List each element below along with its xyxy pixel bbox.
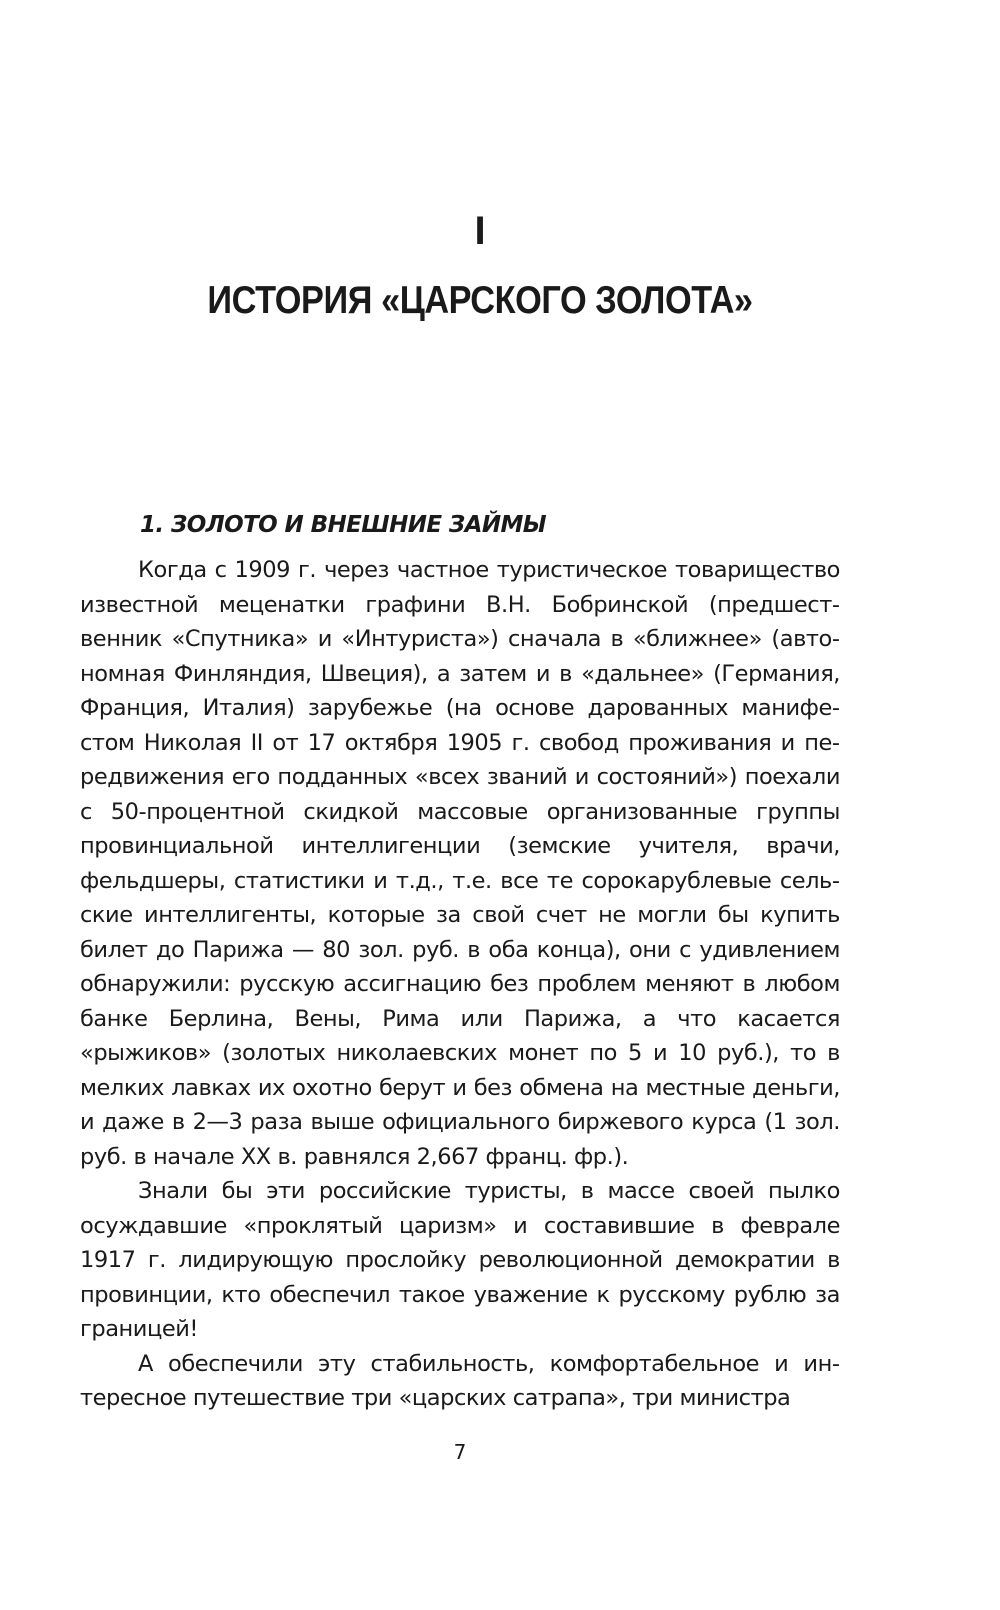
page-number: 7 [453,1440,467,1464]
paragraph: Когда с 1909 г. через частное туристическое товарищество известной меценатки графини В.Н. Бобринской (предшественник «Спутника» и «Интуриста») сначала в «ближнее» (автономная Финляндия, Швеция), а затем и в «дальнее» (Германия, Франция, Италия) зарубежье (на основе дарованных манифестом Николая II от 17 октября 1905 г. свобод проживания и передвижения его подданных «всех званий и состояний») поехали с 50-процентной скидкой массовые организованные группы провинциальной интеллигенции (земские учителя, врачи, фельдшеры, статистики и т.д., т.е. все те сорокарублевые сельские интеллигенты, которые за свой счет не могли бы купить билет до Парижа — 80 зол. руб. в оба конца), они с удивлением обнаружили: русскую ассигнацию без проблем меняют в любом банке Берлина, Вены, Рима или Парижа, а что касается «рыжиков» (золотых николаевских монет по 5 и 10 руб.), то в мелких лавках их охотно берут и без обмена на местные деньги, и даже в 2—3 раза выше официального биржевого курса (1 зол. руб. в начале XX в. равнялся 2,667 франц. фр.). [80,557,840,1170]
paragraph: Знали бы эти российские туристы, в массе своей пылко осуждавшие «проклятый царизм» и составившие в феврале 1917 г. лидирующую прослойку революционной демократии в провинции, кто обеспечил такое уважение к русскому рублю за границей! [80,1178,840,1342]
part-numeral: I [474,209,486,253]
paragraph: А обеспечили эту стабильность, комфортабельное и интересное путешествие три «царских сатрапа», три министра [80,1350,840,1411]
section-heading: 1. ЗОЛОТО И ВНЕШНИЕ ЗАЙМЫ [140,512,547,538]
body-text [80,553,840,1416]
part-title: ИСТОРИЯ «ЦАРСКОГО ЗОЛОТА» [207,279,753,322]
